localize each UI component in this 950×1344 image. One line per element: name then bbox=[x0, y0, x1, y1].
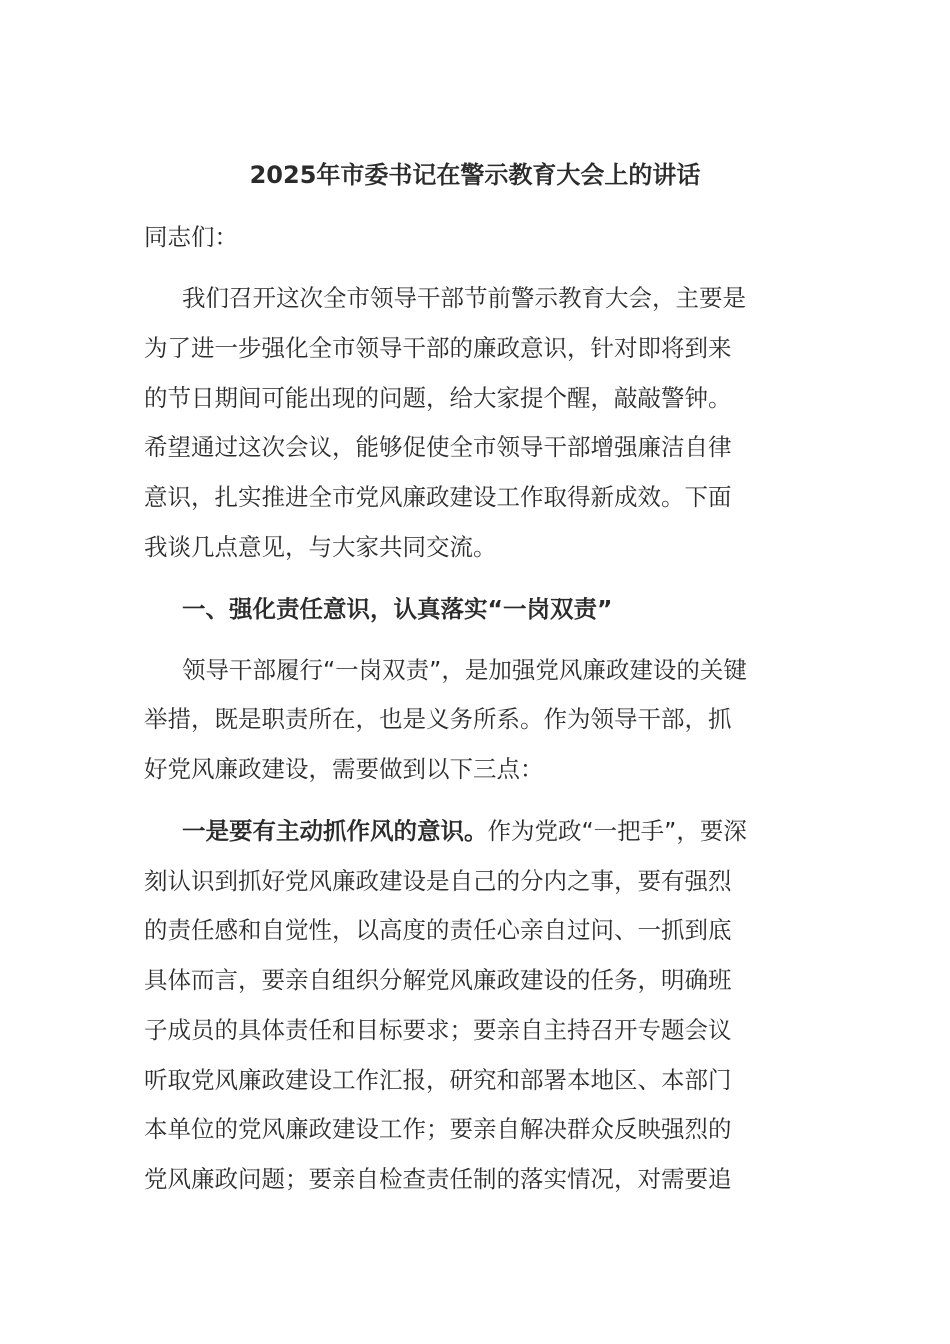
point-first-rest: 作为党政“一把手”，要深 bbox=[487, 817, 747, 845]
point-line: 具体而言，要亲自组织分解党风廉政建设的任务，明确班 bbox=[144, 966, 732, 994]
point-line: 子成员的具体责任和目标要求；要亲自主持召开专题会议 bbox=[144, 1016, 732, 1044]
intro-line: 希望通过这次会议，能够促使全市领导干部增强廉洁自律 bbox=[144, 433, 732, 461]
intro-line: 我谈几点意见，与大家共同交流。 bbox=[144, 533, 497, 561]
section-line: 领导干部履行“一岗双责”，是加强党风廉政建设的关键 bbox=[182, 656, 747, 684]
intro-line: 为了进一步强化全市领导干部的廉政意识，针对即将到来 bbox=[144, 334, 732, 362]
point-line: 党风廉政问题；要亲自检查责任制的落实情况，对需要追 bbox=[144, 1165, 732, 1193]
section-line: 举措，既是职责所在，也是义务所系。作为领导干部，抓 bbox=[144, 705, 732, 733]
section-heading: 一、强化责任意识，认真落实“一岗双责” bbox=[182, 595, 613, 623]
intro-line: 的节日期间可能出现的问题，给大家提个醒，敲敲警钟。 bbox=[144, 384, 732, 412]
point-first-line bbox=[182, 813, 747, 849]
section-line: 好党风廉政建设，需要做到以下三点： bbox=[144, 755, 544, 783]
point-line: 刻认识到抓好党风廉政建设是自己的分内之事，要有强烈 bbox=[144, 867, 732, 895]
point-line: 本单位的党风廉政建设工作；要亲自解决群众反映强烈的 bbox=[144, 1115, 732, 1143]
intro-line: 我们召开这次全市领导干部节前警示教育大会，主要是 bbox=[182, 284, 746, 312]
point-line: 的责任感和自觉性，以高度的责任心亲自过问、一抓到底 bbox=[144, 916, 732, 944]
point-lead: 一是要有主动抓作风的意识。 bbox=[182, 817, 488, 845]
point-line: 听取党风廉政建设工作汇报，研究和部署本地区、本部门 bbox=[144, 1066, 732, 1094]
intro-line: 意识，扎实推进全市党风廉政建设工作取得新成效。下面 bbox=[144, 483, 732, 511]
document-title: 2025年市委书记在警示教育大会上的讲话 bbox=[249, 161, 701, 189]
salutation: 同志们： bbox=[144, 223, 238, 251]
